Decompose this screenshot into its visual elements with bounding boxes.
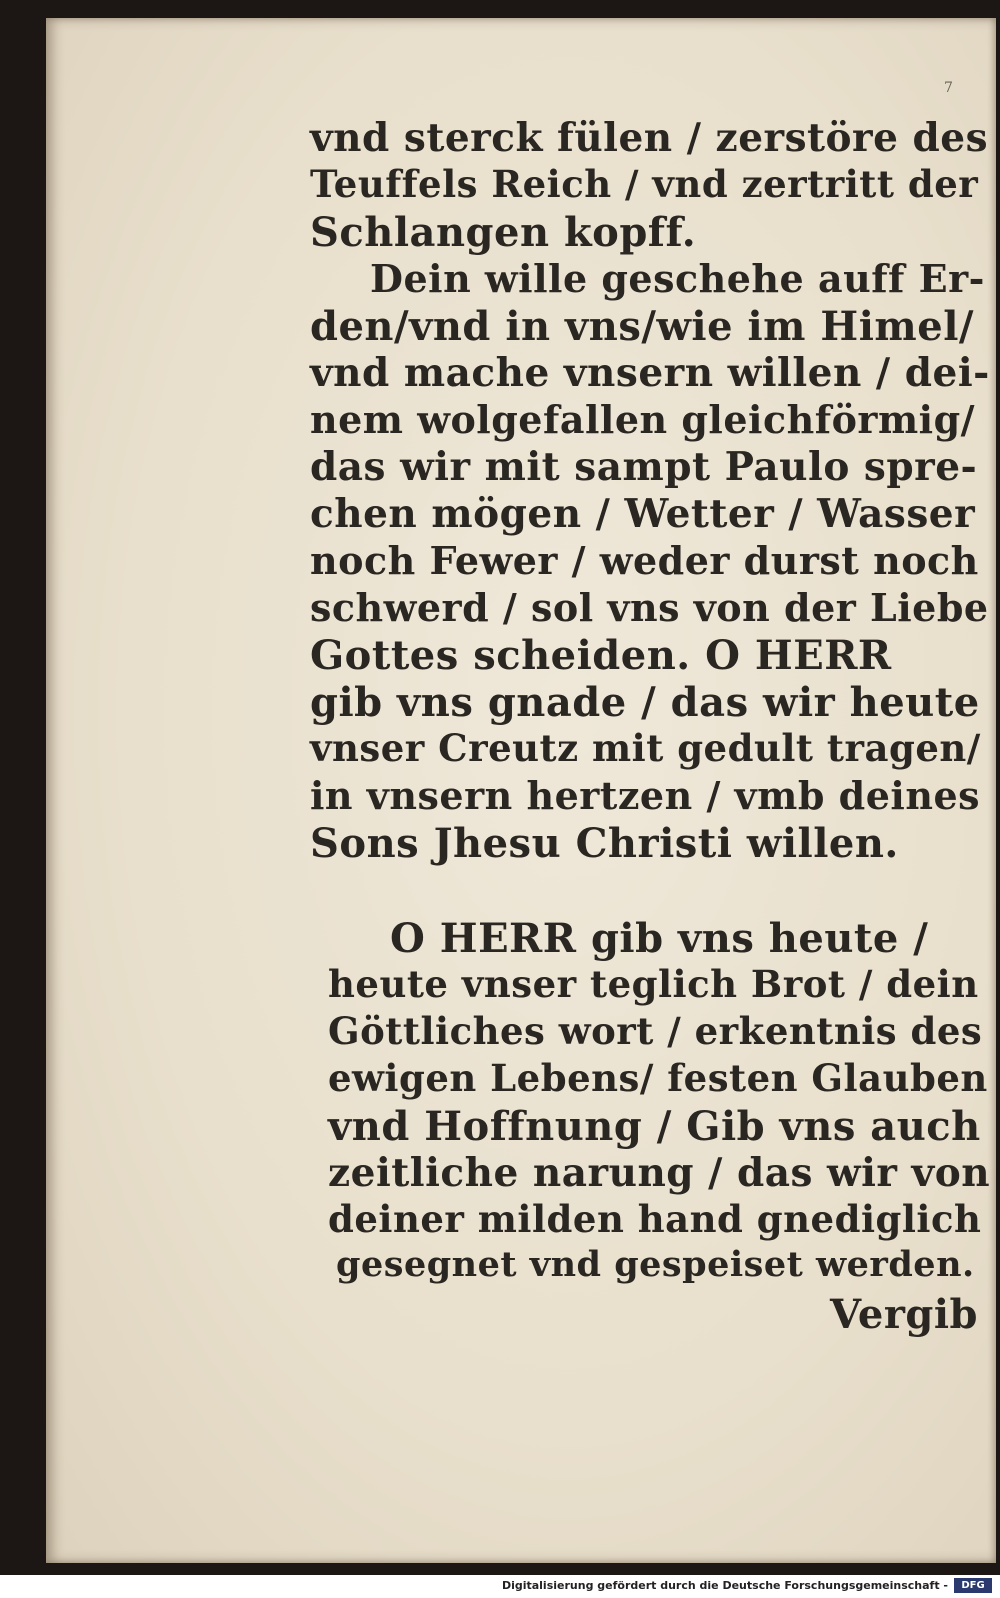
text-line: Schlangen kopff. [310,209,697,256]
text-line: vnd Hoffnung / Gib vns auch [328,1103,981,1150]
text-line: nem wolgefallen gleichförmig/ [310,397,976,442]
text-line: zeitliche narung / das wir von [328,1150,991,1196]
text-line: Göttliches wort / erkentnis des [328,1009,983,1053]
text-line: das wir mit sampt Paulo spre- [310,444,978,490]
text-line: vnd mache vnsern willen / dei- [310,350,990,396]
text-line: vnser Creutz mit gedult tragen/ [310,726,981,770]
text-line: gib vns gnade / das wir heute [310,679,980,726]
text-line: Gottes scheiden. O HERR [310,632,892,679]
text-line: in vnsern hertzen / vmb deines [310,773,981,818]
page-number: 7 [944,80,953,96]
text-line: ewigen Lebens/ festen Glauben [328,1056,988,1100]
book-page [46,18,996,1563]
text-line: schwerd / sol vns von der Liebe [310,585,989,630]
text-line: O HERR gib vns heute / [390,915,929,962]
footer-bar [0,1575,1000,1598]
funding-notice: Digitalisierung gefördert durch die Deutsche Forschungsgemeinschaft - [501,1579,948,1592]
text-line: deiner milden hand gnediglich [328,1197,982,1241]
text-line: Dein wille geschehe auff Er- [370,256,985,301]
text-line: heute vnser teglich Brot / dein [328,962,979,1006]
dfg-logo: DFG [954,1578,992,1593]
text-line: den/vnd in vns/wie im Himel/ [310,303,974,350]
text-line: Teuffels Reich / vnd zertritt der [310,162,979,206]
catchword: Vergib [830,1291,979,1338]
text-line: Sons Jhesu Christi willen. [310,820,899,867]
text-line: noch Fewer / weder durst noch [310,538,979,583]
text-line: gesegnet vnd gespeiset werden. [336,1244,975,1285]
text-line: chen mögen / Wetter / Wasser [310,491,976,537]
text-line: vnd sterck fülen / zerstöre des [310,115,989,161]
